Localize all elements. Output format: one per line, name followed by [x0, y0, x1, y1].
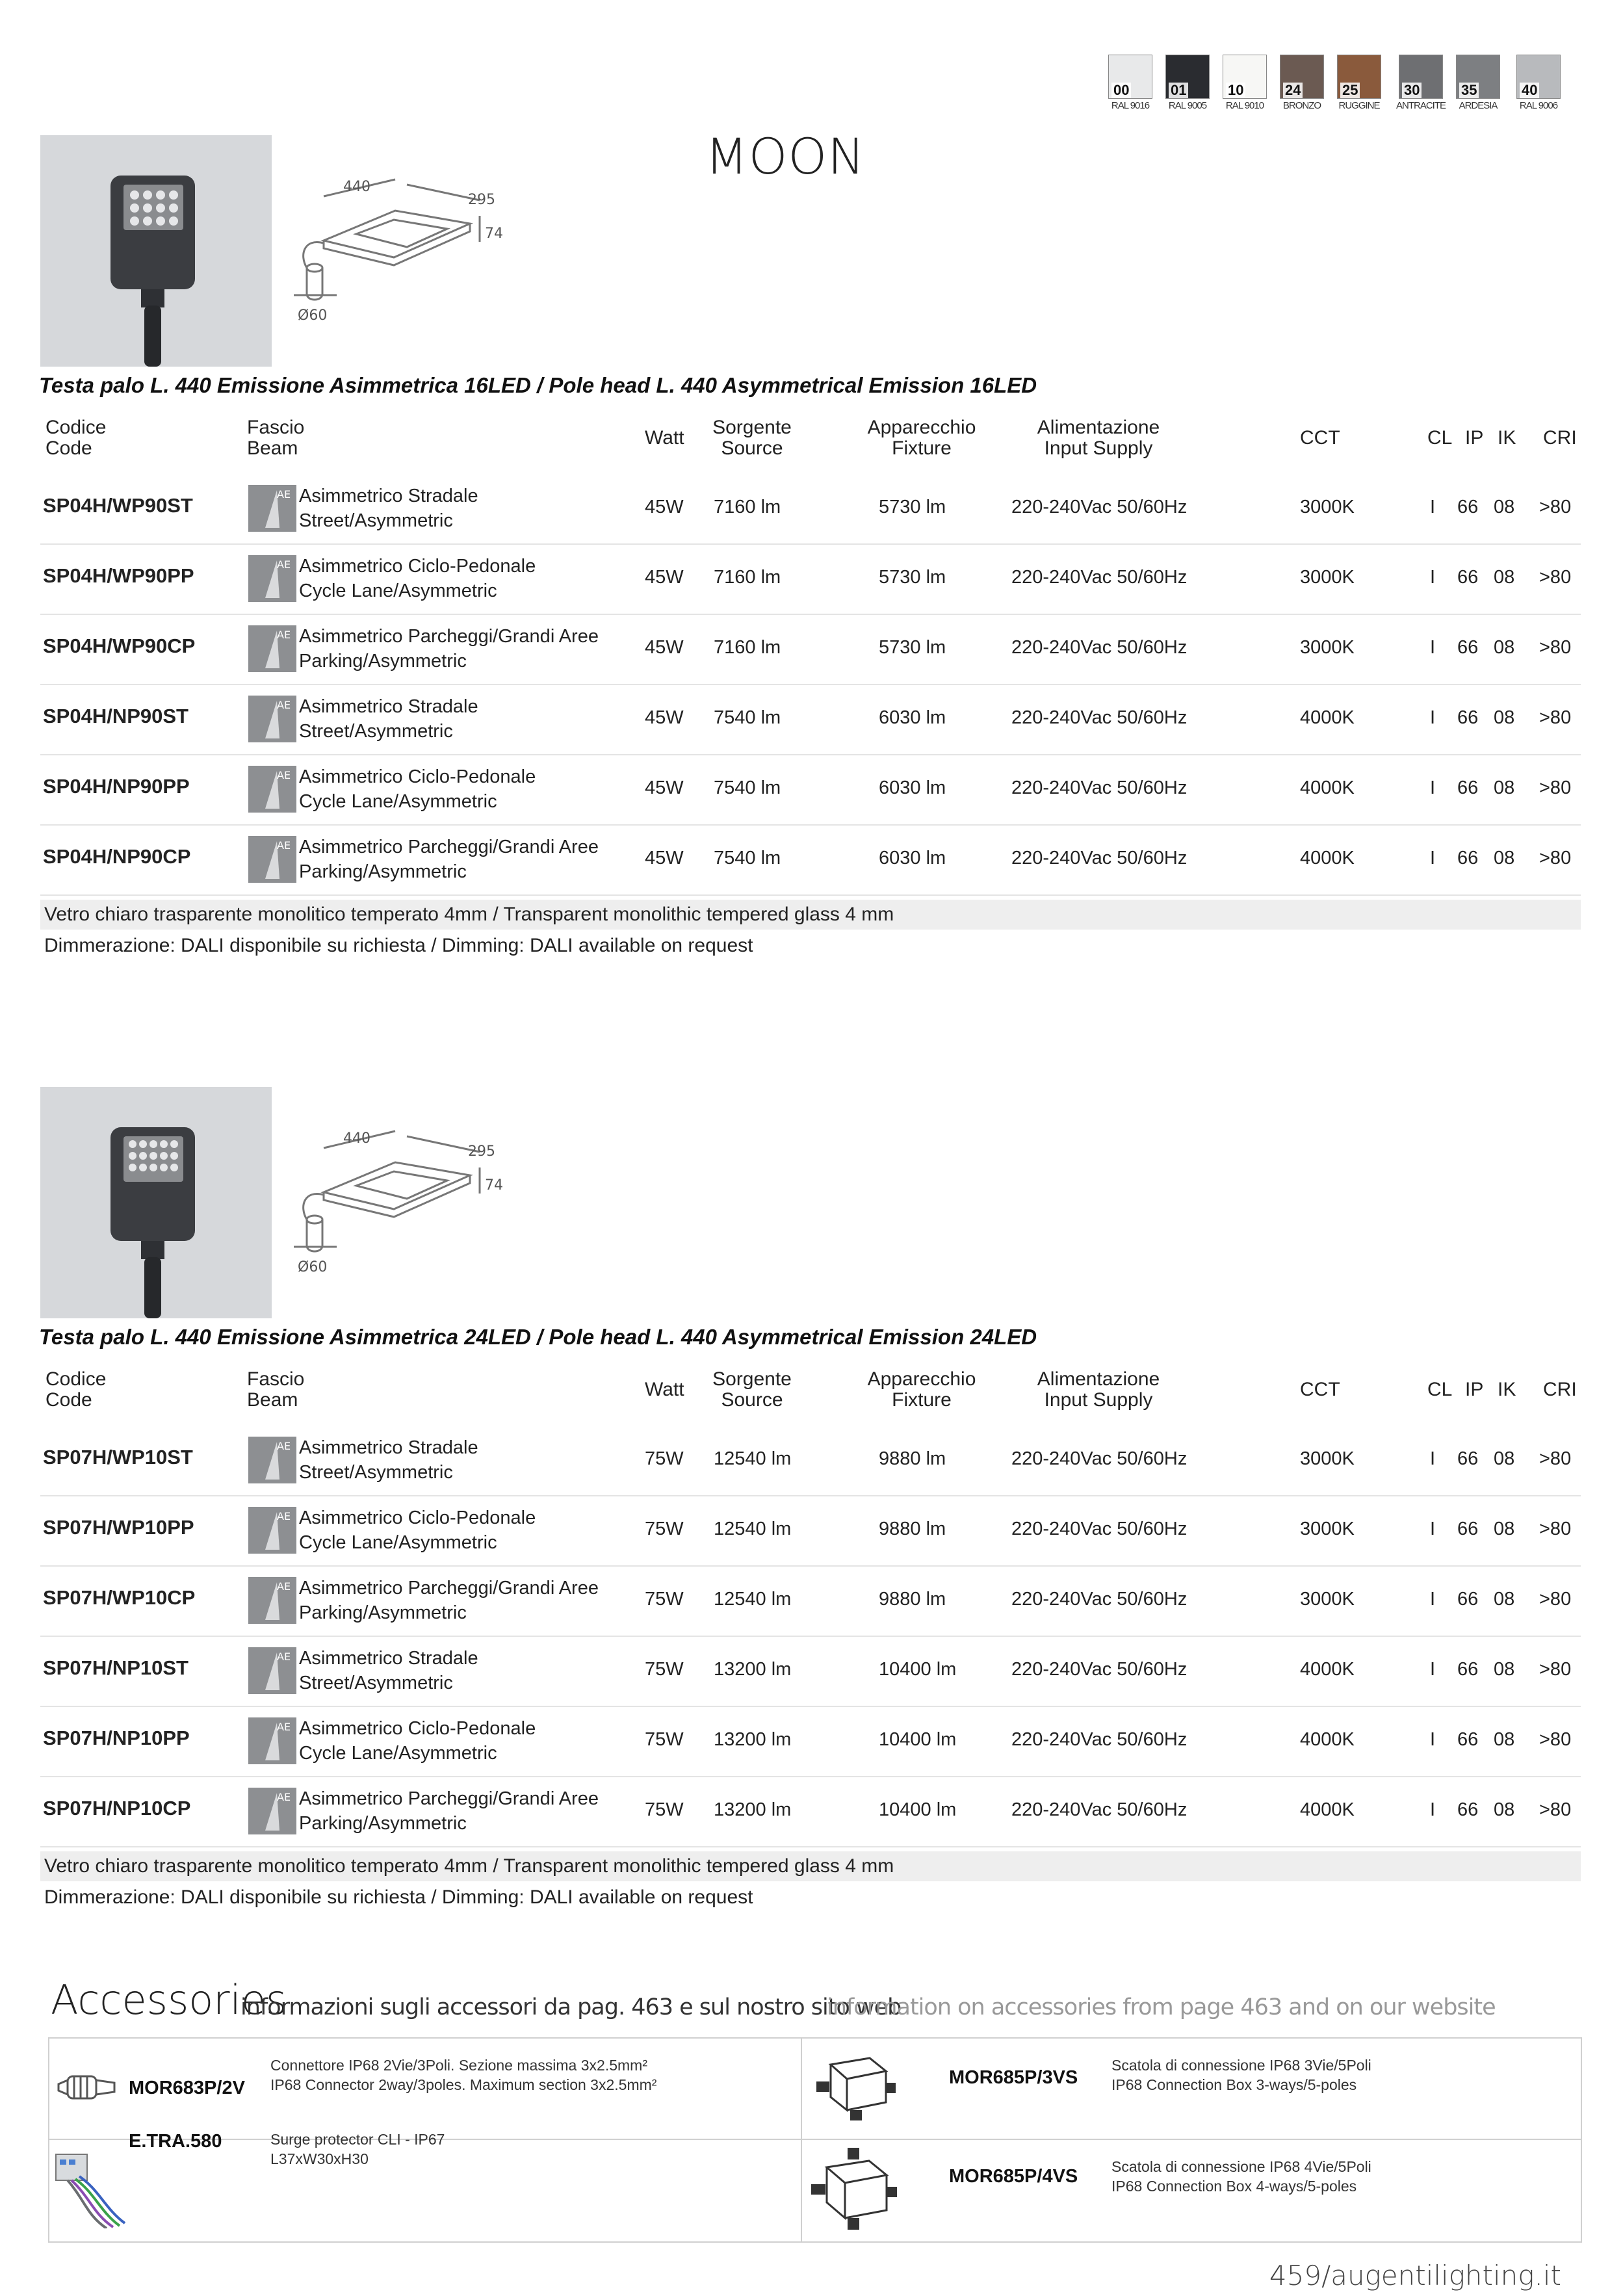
cl-value: I — [1430, 497, 1436, 517]
table-row — [40, 473, 1581, 545]
ik-value: 08 — [1494, 1519, 1515, 1539]
table-row — [40, 754, 1581, 826]
ik-value: 08 — [1494, 777, 1515, 798]
cri-value: >80 — [1539, 1729, 1572, 1750]
watt-value: 75W — [645, 1729, 684, 1750]
header-cct: CCT — [1300, 1379, 1340, 1400]
cri-value: >80 — [1539, 848, 1572, 868]
watt-value: 75W — [645, 1659, 684, 1680]
swatch-name: RAL 9010 — [1225, 100, 1264, 111]
header-code: Codice Code — [45, 417, 107, 459]
dimension-drawing — [285, 170, 532, 326]
cri-value: >80 — [1539, 567, 1572, 588]
svg-text:AE: AE — [277, 1440, 291, 1452]
header-cri: CRI — [1543, 427, 1577, 449]
beam-description: Asimmetrico Stradale Street/Asymmetric — [299, 1648, 478, 1693]
ik-value: 08 — [1494, 497, 1515, 517]
source-lumen: 12540 lm — [714, 1589, 792, 1610]
product-code: SP04H/NP90CP — [43, 845, 191, 868]
fixture-lumen: 6030 lm — [879, 777, 946, 798]
watt-value: 45W — [645, 497, 684, 517]
dim-height: 74 — [485, 1177, 503, 1194]
watt-value: 75W — [645, 1448, 684, 1469]
svg-text:AE: AE — [277, 488, 291, 501]
fixture-lumen: 6030 lm — [879, 707, 946, 728]
cl-value: I — [1430, 1799, 1436, 1820]
accessories-subtitle-en: information on accessories from page 463 and on our website — [827, 1994, 1496, 2020]
input-supply: 220-240Vac 50/60Hz — [1011, 1448, 1188, 1469]
product-photo — [40, 1087, 272, 1318]
product-code: SP04H/WP90CP — [43, 634, 196, 657]
svg-text:AE: AE — [277, 769, 291, 781]
cl-value: I — [1430, 848, 1436, 868]
header-cct: CCT — [1300, 427, 1340, 449]
technical-drawing — [285, 170, 532, 324]
ik-value: 08 — [1494, 707, 1515, 728]
table-row — [40, 1636, 1581, 1707]
cct-value: 3000K — [1300, 1589, 1355, 1610]
cri-value: >80 — [1539, 1589, 1572, 1610]
input-supply: 220-240Vac 50/60Hz — [1011, 1589, 1188, 1610]
fixture-lumen: 5730 lm — [879, 637, 946, 658]
ik-value: 08 — [1494, 637, 1515, 658]
source-lumen: 12540 lm — [714, 1519, 792, 1539]
svg-text:AE: AE — [277, 1721, 291, 1733]
cl-value: I — [1430, 777, 1436, 798]
beam-description: Asimmetrico Parcheggi/Grandi Aree Parking/Asymmetric — [299, 1578, 599, 1623]
section-title: Testa palo L. 440 Emissione Asimmetrica 16LED / Pole head L. 440 Asymmetrical Emission 16LED — [39, 373, 1037, 397]
header-ip: IP — [1465, 1379, 1484, 1400]
header-source: Sorgente Source — [712, 417, 792, 459]
product-code: SP07H/WP10CP — [43, 1586, 196, 1609]
ip-value: 66 — [1457, 1448, 1479, 1469]
cri-value: >80 — [1539, 1448, 1572, 1469]
ik-value: 08 — [1494, 1799, 1515, 1820]
product-code: SP04H/NP90PP — [43, 775, 190, 798]
source-lumen: 7160 lm — [714, 567, 781, 588]
product-code: SP07H/NP10ST — [43, 1656, 188, 1679]
swatch-name: RUGGINE — [1338, 100, 1380, 111]
asymmetric-beam-icon — [248, 836, 296, 883]
source-lumen: 13200 lm — [714, 1659, 792, 1680]
product-code: SP04H/NP90ST — [43, 705, 188, 727]
watt-value: 45W — [645, 707, 684, 728]
svg-text:AE: AE — [277, 1650, 291, 1663]
ip-value: 66 — [1457, 1659, 1479, 1680]
connector-icon — [55, 2065, 126, 2113]
swatch-10: 10 — [1223, 55, 1267, 99]
source-lumen: 13200 lm — [714, 1729, 792, 1750]
beam-description: Asimmetrico Stradale Street/Asymmetric — [299, 1437, 478, 1483]
cct-value: 4000K — [1300, 1659, 1355, 1680]
source-lumen: 7540 lm — [714, 777, 781, 798]
svg-text:AE: AE — [277, 839, 291, 852]
header-cl: CL — [1427, 1379, 1453, 1400]
header-beam: Fascio Beam — [247, 1368, 305, 1411]
cl-value: I — [1430, 1729, 1436, 1750]
table-row — [40, 1425, 1581, 1496]
cct-value: 4000K — [1300, 1799, 1355, 1820]
cri-value: >80 — [1539, 1519, 1572, 1539]
asymmetric-beam-icon — [248, 1647, 296, 1694]
asymmetric-beam-icon — [248, 1577, 296, 1624]
cct-value: 4000K — [1300, 1729, 1355, 1750]
header-source: Sorgente Source — [712, 1368, 792, 1411]
cct-value: 3000K — [1300, 567, 1355, 588]
asymmetric-beam-icon — [248, 766, 296, 813]
fixture-lumen: 10400 lm — [879, 1659, 957, 1680]
dimming-note: Dimmerazione: DALI disponibile su richiesta / Dimming: DALI available on request — [44, 1886, 753, 1908]
ip-value: 66 — [1457, 567, 1479, 588]
header-watt: Watt — [645, 1379, 684, 1400]
svg-text:AE: AE — [277, 1580, 291, 1593]
beam-description: Asimmetrico Stradale Street/Asymmetric — [299, 696, 478, 742]
header-beam: Fascio Beam — [247, 417, 305, 459]
source-lumen: 7540 lm — [714, 848, 781, 868]
dimension-drawing — [285, 1122, 532, 1278]
cl-value: I — [1430, 567, 1436, 588]
input-supply: 220-240Vac 50/60Hz — [1011, 1659, 1188, 1680]
dim-diameter: Ø60 — [298, 1259, 328, 1275]
dim-depth: 295 — [468, 1143, 495, 1160]
cl-value: I — [1430, 637, 1436, 658]
input-supply: 220-240Vac 50/60Hz — [1011, 1729, 1188, 1750]
swatch-01: 01 — [1165, 55, 1210, 99]
product-code: SP07H/WP10ST — [43, 1446, 193, 1468]
page-title: MOON — [705, 127, 866, 185]
fixture-lumen: 5730 lm — [879, 567, 946, 588]
cct-value: 3000K — [1300, 497, 1355, 517]
input-supply: 220-240Vac 50/60Hz — [1011, 567, 1188, 588]
watt-value: 45W — [645, 848, 684, 868]
swatch-30: 30 — [1399, 55, 1443, 99]
ip-value: 66 — [1457, 1519, 1479, 1539]
input-supply: 220-240Vac 50/60Hz — [1011, 1519, 1188, 1539]
pole-head-image — [40, 135, 272, 367]
header-fixture: Apparecchio Fixture — [867, 417, 976, 459]
cl-value: I — [1430, 1448, 1436, 1469]
table-row — [40, 824, 1581, 896]
header-ik: IK — [1498, 1379, 1516, 1400]
cct-value: 4000K — [1300, 848, 1355, 868]
dim-diameter: Ø60 — [298, 307, 328, 324]
accessory-description: Scatola di connessione IP68 3Vie/5Poli IP68 Connection Box 3-ways/5-poles — [1111, 2057, 1371, 2093]
glass-note: Vetro chiaro trasparente monolitico temperato 4mm / Transparent monolithic tempered glass 4 mm — [44, 904, 894, 925]
fixture-lumen: 9880 lm — [879, 1519, 946, 1539]
ik-value: 08 — [1494, 1659, 1515, 1680]
source-lumen: 13200 lm — [714, 1799, 792, 1820]
accessory-description: Connettore IP68 2Vie/3Poli. Sezione massima 3x2.5mm² IP68 Connector 2way/3poles. Maximum section 3x2.5mm² — [270, 2057, 657, 2093]
swatch-40: 40 — [1516, 55, 1561, 99]
swatch-name: RAL 9006 — [1519, 100, 1558, 111]
beam-description: Asimmetrico Stradale Street/Asymmetric — [299, 486, 478, 531]
watt-value: 75W — [645, 1519, 684, 1539]
cri-value: >80 — [1539, 777, 1572, 798]
technical-drawing — [285, 1122, 532, 1275]
cl-value: I — [1430, 1659, 1436, 1680]
watt-value: 45W — [645, 637, 684, 658]
input-supply: 220-240Vac 50/60Hz — [1011, 848, 1188, 868]
table-row — [40, 1565, 1581, 1637]
header-ik: IK — [1498, 427, 1516, 449]
beam-description: Asimmetrico Ciclo-Pedonale Cycle Lane/Asymmetric — [299, 766, 536, 812]
asymmetric-beam-icon — [248, 1437, 296, 1483]
ip-value: 66 — [1457, 1589, 1479, 1610]
dimming-note: Dimmerazione: DALI disponibile su richiesta / Dimming: DALI available on request — [44, 935, 753, 956]
fixture-lumen: 9880 lm — [879, 1589, 946, 1610]
product-code: SP04H/WP90PP — [43, 564, 194, 587]
beam-description: Asimmetrico Ciclo-Pedonale Cycle Lane/Asymmetric — [299, 1718, 536, 1764]
svg-text:AE: AE — [277, 1510, 291, 1522]
fixture-lumen: 10400 lm — [879, 1799, 957, 1820]
watt-value: 45W — [645, 777, 684, 798]
accessories-subtitle-it: informazioni sugli accessori da pag. 463 e sul nostro sito web — [240, 1994, 902, 2020]
fixture-lumen: 9880 lm — [879, 1448, 946, 1469]
table-row — [40, 1495, 1581, 1567]
watt-value: 75W — [645, 1799, 684, 1820]
source-lumen: 7160 lm — [714, 637, 781, 658]
accessory-code: E.TRA.580 — [129, 2131, 222, 2152]
header-code: Codice Code — [45, 1368, 107, 1411]
cct-value: 3000K — [1300, 1519, 1355, 1539]
fixture-lumen: 5730 lm — [879, 497, 946, 517]
asymmetric-beam-icon — [248, 625, 296, 672]
beam-description: Asimmetrico Parcheggi/Grandi Aree Parking/Asymmetric — [299, 1788, 599, 1834]
ip-value: 66 — [1457, 707, 1479, 728]
watt-value: 75W — [645, 1589, 684, 1610]
cri-value: >80 — [1539, 1659, 1572, 1680]
product-code: SP07H/NP10CP — [43, 1797, 191, 1820]
product-code: SP07H/WP10PP — [43, 1516, 194, 1539]
asymmetric-beam-icon — [248, 1507, 296, 1554]
cct-value: 3000K — [1300, 637, 1355, 658]
input-supply: 220-240Vac 50/60Hz — [1011, 777, 1188, 798]
swatch-name: ANTRACITE — [1396, 100, 1446, 111]
beam-description: Asimmetrico Ciclo-Pedonale Cycle Lane/Asymmetric — [299, 1507, 536, 1553]
header-watt: Watt — [645, 427, 684, 449]
watt-value: 45W — [645, 567, 684, 588]
input-supply: 220-240Vac 50/60Hz — [1011, 1799, 1188, 1820]
product-code: SP07H/NP10PP — [43, 1727, 190, 1749]
header-fixture: Apparecchio Fixture — [867, 1368, 976, 1411]
swatch-25: 25 — [1337, 55, 1381, 99]
dim-height: 74 — [485, 226, 503, 242]
ip-value: 66 — [1457, 848, 1479, 868]
cri-value: >80 — [1539, 707, 1572, 728]
accessory-code: MOR685P/4VS — [949, 2166, 1078, 2187]
input-supply: 220-240Vac 50/60Hz — [1011, 637, 1188, 658]
asymmetric-beam-icon — [248, 696, 296, 742]
accessory-description: Surge protector CLI - IP67 L37xW30xH30 — [270, 2131, 445, 2167]
pole-head-image — [40, 1087, 272, 1318]
cct-value: 4000K — [1300, 707, 1355, 728]
ik-value: 08 — [1494, 848, 1515, 868]
source-lumen: 7160 lm — [714, 497, 781, 517]
header-cri: CRI — [1543, 1379, 1577, 1400]
source-lumen: 7540 lm — [714, 707, 781, 728]
svg-text:AE: AE — [277, 699, 291, 711]
cct-value: 4000K — [1300, 777, 1355, 798]
ip-value: 66 — [1457, 637, 1479, 658]
cl-value: I — [1430, 707, 1436, 728]
cl-value: I — [1430, 1589, 1436, 1610]
dim-depth: 295 — [468, 192, 495, 208]
ip-value: 66 — [1457, 777, 1479, 798]
connection-box-icon — [811, 2045, 896, 2126]
swatch-35: 35 — [1456, 55, 1500, 99]
page-footer: 459/augentilighting.it — [1269, 2260, 1561, 2291]
swatch-name: BRONZO — [1282, 100, 1321, 111]
swatch-name: RAL 9005 — [1168, 100, 1207, 111]
svg-text:AE: AE — [277, 629, 291, 641]
ip-value: 66 — [1457, 1729, 1479, 1750]
svg-text:AE: AE — [277, 558, 291, 571]
asymmetric-beam-icon — [248, 555, 296, 602]
beam-description: Asimmetrico Ciclo-Pedonale Cycle Lane/Asymmetric — [299, 556, 536, 601]
cri-value: >80 — [1539, 637, 1572, 658]
beam-description: Asimmetrico Parcheggi/Grandi Aree Parking/Asymmetric — [299, 626, 599, 672]
glass-note: Vetro chiaro trasparente monolitico temperato 4mm / Transparent monolithic tempered glass 4 mm — [44, 1855, 894, 1877]
connection-box-4way-icon — [807, 2144, 898, 2238]
swatch-name: ARDESIA — [1459, 100, 1498, 111]
cri-value: >80 — [1539, 497, 1572, 517]
table-row — [40, 1776, 1581, 1847]
table-row — [40, 1706, 1581, 1777]
fixture-lumen: 10400 lm — [879, 1729, 957, 1750]
asymmetric-beam-icon — [248, 485, 296, 532]
input-supply: 220-240Vac 50/60Hz — [1011, 707, 1188, 728]
accessory-code: MOR685P/3VS — [949, 2067, 1078, 2088]
table-row — [40, 614, 1581, 685]
header-supply: Alimentazione Input Supply — [1037, 1368, 1160, 1411]
cl-value: I — [1430, 1519, 1436, 1539]
input-supply: 220-240Vac 50/60Hz — [1011, 497, 1188, 517]
asymmetric-beam-icon — [248, 1788, 296, 1834]
beam-description: Asimmetrico Parcheggi/Grandi Aree Parking/Asymmetric — [299, 837, 599, 882]
table-row — [40, 543, 1581, 615]
accessory-description: Scatola di connessione IP68 4Vie/5Poli IP68 Connection Box 4-ways/5-poles — [1111, 2158, 1371, 2195]
dim-length: 440 — [343, 1130, 370, 1147]
cri-value: >80 — [1539, 1799, 1572, 1820]
ik-value: 08 — [1494, 567, 1515, 588]
cct-value: 3000K — [1300, 1448, 1355, 1469]
ik-value: 08 — [1494, 1589, 1515, 1610]
accessories-title: Accessories — [51, 1976, 287, 2024]
section-title: Testa palo L. 440 Emissione Asimmetrica 24LED / Pole head L. 440 Asymmetrical Emission 24LED — [39, 1325, 1037, 1349]
ik-value: 08 — [1494, 1448, 1515, 1469]
product-code: SP04H/WP90ST — [43, 494, 193, 517]
ip-value: 66 — [1457, 1799, 1479, 1820]
swatch-24: 24 — [1280, 55, 1324, 99]
swatch-name: RAL 9016 — [1111, 100, 1150, 111]
svg-text:AE: AE — [277, 1791, 291, 1803]
source-lumen: 12540 lm — [714, 1448, 792, 1469]
surge-protector-icon — [53, 2144, 131, 2232]
header-supply: Alimentazione Input Supply — [1037, 417, 1160, 459]
header-cl: CL — [1427, 427, 1453, 449]
product-photo — [40, 135, 272, 367]
ik-value: 08 — [1494, 1729, 1515, 1750]
dim-length: 440 — [343, 179, 370, 195]
table-row — [40, 684, 1581, 755]
fixture-lumen: 6030 lm — [879, 848, 946, 868]
asymmetric-beam-icon — [248, 1717, 296, 1764]
divider — [801, 2037, 802, 2243]
ip-value: 66 — [1457, 497, 1479, 517]
swatch-00: 00 — [1108, 55, 1152, 99]
accessory-code: MOR683P/2V — [129, 2078, 245, 2098]
header-ip: IP — [1465, 427, 1484, 449]
